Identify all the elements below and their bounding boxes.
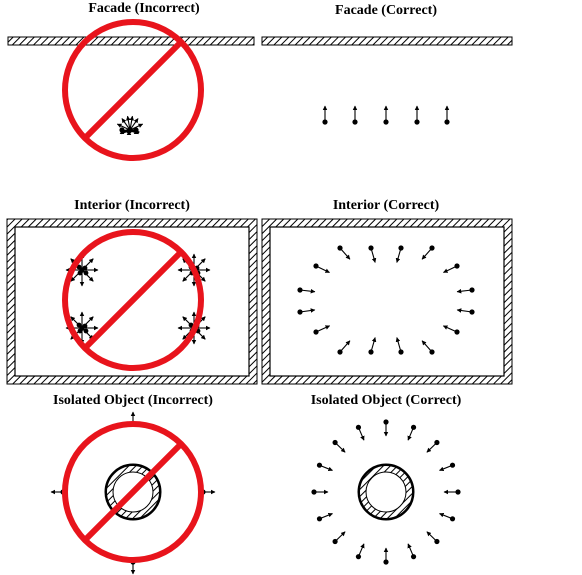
isolated-correct-camera-1 <box>411 425 416 430</box>
interior-correct-camera-7 <box>469 287 474 292</box>
caption-isolated-incorrect: Isolated Object (Incorrect) <box>53 393 213 408</box>
caption-facade-incorrect: Facade (Incorrect) <box>88 1 200 16</box>
prohibition-sign-icon-facade-bar <box>85 42 181 138</box>
facade-correct-camera-0 <box>322 119 327 124</box>
facade-wall-incorrect <box>8 37 254 45</box>
facade-incorrect-fan-5 <box>127 127 132 132</box>
isolated-correct-camera-12 <box>311 489 316 494</box>
interior-incorrect-cluster-c-fan-7 <box>79 325 84 330</box>
interior-correct-camera-3 <box>429 245 434 250</box>
interior-correct-camera-14 <box>398 349 403 354</box>
interior-correct-camera-1 <box>368 245 373 250</box>
facade-correct-camera-1 <box>352 119 357 124</box>
isolated-correct-camera-2 <box>434 440 439 445</box>
interior-correct-camera-5 <box>454 263 459 268</box>
interior-correct-camera-10 <box>313 329 318 334</box>
prohibition-sign-icon-isolated-bar <box>85 444 181 540</box>
isolated-correct-object-core <box>366 472 406 512</box>
interior-correct-camera-12 <box>337 349 342 354</box>
isolated-correct-camera-15 <box>356 425 361 430</box>
isolated-correct-camera-7 <box>411 554 416 559</box>
interior-correct-camera-13 <box>368 349 373 354</box>
isolated-correct-camera-6 <box>434 539 439 544</box>
isolated-correct-camera-10 <box>332 539 337 544</box>
isolated-correct-camera-14 <box>332 440 337 445</box>
interior-correct-camera-2 <box>398 245 403 250</box>
isolated-correct-camera-11 <box>317 516 322 521</box>
isolated-correct-camera-0 <box>383 419 388 424</box>
facade-correct-camera-3 <box>414 119 419 124</box>
caption-interior-incorrect: Interior (Incorrect) <box>74 198 190 213</box>
interior-correct-camera-8 <box>297 309 302 314</box>
isolated-correct-camera-3 <box>450 463 455 468</box>
isolated-correct-camera-4 <box>455 489 460 494</box>
caption-isolated-correct: Isolated Object (Correct) <box>310 393 462 408</box>
facade-correct-camera-2 <box>383 119 388 124</box>
isolated-correct-camera-8 <box>383 559 388 564</box>
isolated-correct-camera-9 <box>356 554 361 559</box>
interior-correct-camera-4 <box>313 263 318 268</box>
isolated-correct-camera-13 <box>317 463 322 468</box>
interior-correct-room-floor <box>270 227 504 376</box>
interior-incorrect-cluster-a-fan-7 <box>79 267 84 272</box>
interior-correct-camera-15 <box>429 349 434 354</box>
interior-correct-camera-11 <box>454 329 459 334</box>
isolated-correct-camera-5 <box>450 516 455 521</box>
interior-correct-camera-9 <box>469 309 474 314</box>
facade-wall-correct <box>262 37 512 45</box>
interior-correct-camera-0 <box>337 245 342 250</box>
interior-correct-camera-6 <box>297 287 302 292</box>
caption-facade-correct: Facade (Correct) <box>335 3 437 18</box>
facade-correct-camera-4 <box>444 119 449 124</box>
caption-interior-correct: Interior (Correct) <box>332 198 440 213</box>
